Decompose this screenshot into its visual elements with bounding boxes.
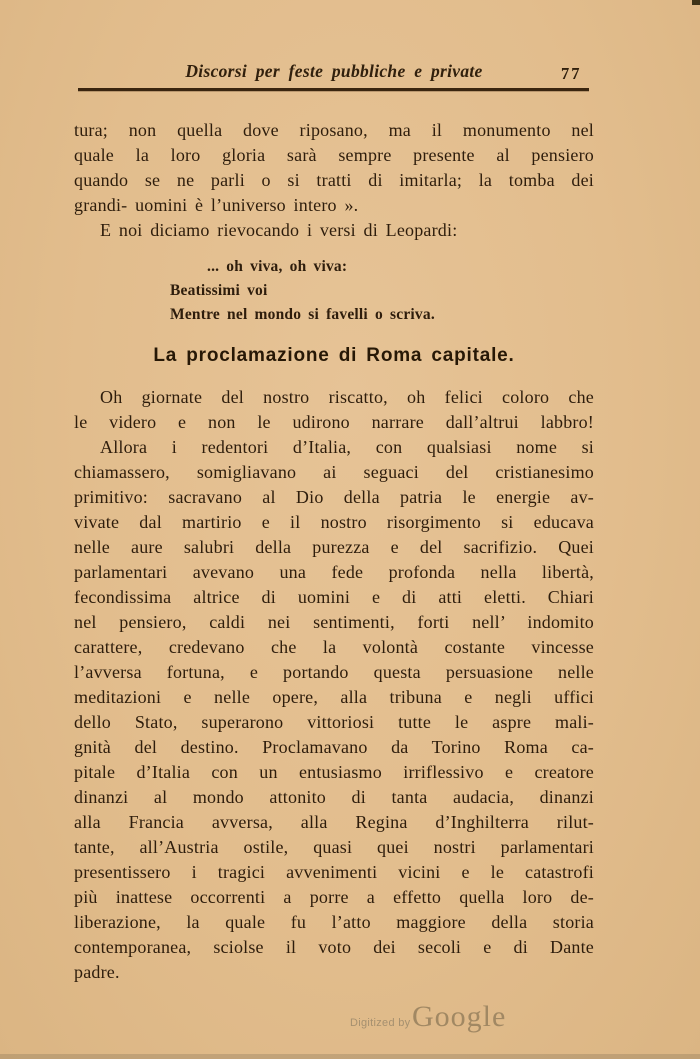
- body-text: [74, 118, 594, 985]
- digitized-by-label: Digitized by: [350, 1017, 411, 1029]
- text-line: pitale d’Italia con un entusiasmo irriflessivo e creatore: [74, 762, 594, 782]
- text-line: contemporanea, sciolse il voto dei secoli e di Dante: [74, 937, 594, 957]
- text-line: Allora i redentori d’Italia, con qualsiasi nome si: [100, 437, 594, 457]
- verse-line: Mentre nel mondo si favelli o scriva.: [170, 306, 435, 323]
- verse-line: ... oh viva, oh viva:: [207, 258, 348, 275]
- text-line: Oh giornate del nostro riscatto, oh felici coloro che: [100, 387, 594, 407]
- page-number: 77: [561, 64, 582, 83]
- text-line: vivate dal martirio e il nostro risorgimento si educava: [74, 512, 594, 532]
- text-line: nel pensiero, caldi nei sentimenti, forti nell’ indomito: [74, 612, 594, 632]
- text-line: tante, all’Austria ostile, quasi quei nostri parlamentari: [74, 837, 594, 857]
- paragraph-leopardi-intro: [74, 218, 594, 243]
- header-rule: [78, 88, 589, 91]
- text-line: più inattese occorrenti a porre a effetto quella loro de-: [74, 887, 594, 907]
- scan-bottom-shadow: [0, 1054, 700, 1059]
- section-heading: La proclamazione di Roma capitale.: [153, 345, 515, 366]
- text-line: padre.: [74, 962, 120, 982]
- text-line: parlamentari avevano una fede profonda nella libertà,: [74, 562, 594, 582]
- verse-quote: [170, 255, 594, 327]
- text-line: dinanzi al mondo attonito di tanta audacia, dinanzi: [74, 787, 594, 807]
- text-line: carattere, credevano che la volontà costante vincesse: [74, 637, 594, 657]
- text-line: dello Stato, superarono vittoriosi tutte le aspre mali-: [74, 712, 594, 732]
- text-line: tura; non quella dove riposano, ma il monumento nel: [74, 120, 594, 140]
- scan-edge-artifact: [692, 0, 700, 5]
- paragraph-continuation: [74, 118, 594, 218]
- paragraph-oh-giornate: [74, 385, 594, 435]
- text-line: quando se ne parli o si tratti di imitarla; la tomba dei: [74, 170, 594, 190]
- text-line: grandi- uomini è l’universo intero ».: [74, 195, 359, 215]
- text-line: l’avversa fortuna, e portando questa persuasione nelle: [74, 662, 594, 682]
- text-line: gnità del destino. Proclamavano da Torino Roma ca-: [74, 737, 594, 757]
- text-line: chiamassero, somigliavano ai seguaci del cristianesimo: [74, 462, 594, 482]
- text-line: quale la loro gloria sarà sempre presente al pensiero: [74, 145, 594, 165]
- text-line: presentissero i tragici avvenimenti vicini e le catastrofi: [74, 862, 594, 882]
- verse-line: Beatissimi voi: [170, 282, 268, 299]
- text-line: fecondissima altrice di uomini e di atti eletti. Chiari: [74, 587, 594, 607]
- text-line: primitivo: sacravano al Dio della patria le energie av-: [74, 487, 594, 507]
- text-line: nelle aure salubri della purezza e del sacrifizio. Quei: [74, 537, 594, 557]
- text-line: E noi diciamo rievocando i versi di Leopardi:: [100, 220, 458, 240]
- google-logo: Google: [412, 1000, 507, 1033]
- paragraph-allora: [74, 435, 594, 985]
- running-header-title: Discorsi per feste pubbliche e private: [185, 61, 483, 81]
- text-line: alla Francia avversa, alla Regina d’Inghilterra rilut-: [74, 812, 594, 832]
- text-line: meditazioni e nelle opere, alla tribuna e negli uffici: [74, 687, 594, 707]
- text-line: le videro e non le udirono narrare dall’altrui labbro!: [74, 412, 594, 432]
- text-line: liberazione, la quale fu l’atto maggiore della storia: [74, 912, 594, 932]
